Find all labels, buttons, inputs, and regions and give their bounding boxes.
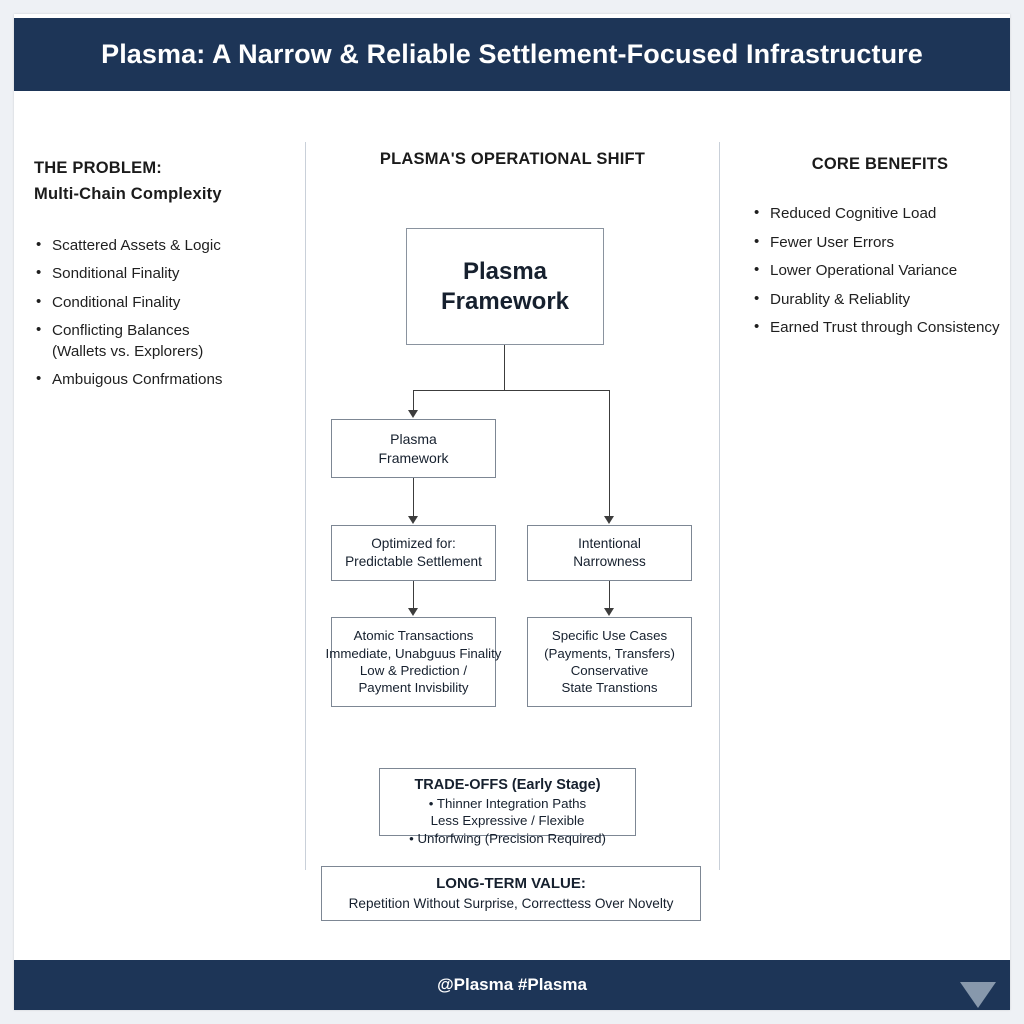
problem-item-label: Sonditional Finality bbox=[52, 265, 180, 283]
longterm-title: LONG-TERM VALUE: bbox=[436, 874, 586, 892]
list-item bbox=[752, 261, 1008, 282]
node-line: Intentional bbox=[578, 536, 641, 552]
benefit-item-label: Earned Trust through Consistency bbox=[770, 319, 1000, 337]
flow-node-optimized-settlement bbox=[331, 525, 496, 581]
list-item bbox=[34, 370, 292, 391]
problem-heading-line1: THE PROBLEM: bbox=[34, 159, 162, 177]
longterm-line: Repetition Without Surprise, Correcttess Over Novelty bbox=[348, 895, 674, 911]
arrowhead-usecases bbox=[604, 608, 614, 616]
flow-heading: PLASMA'S OPERATIONAL SHIFT bbox=[379, 150, 646, 168]
connector-optimized-atomic bbox=[413, 581, 414, 609]
tradeoffs-line: • Unforfwing (Precision Required) bbox=[409, 830, 606, 847]
header-bar bbox=[14, 18, 1010, 91]
connector-narrowness-usecases bbox=[609, 581, 610, 609]
problem-heading-line2: Multi-Chain Complexity bbox=[34, 185, 222, 204]
benefits-list bbox=[752, 204, 1008, 339]
flow-node-plasma-framework-root bbox=[406, 228, 604, 345]
list-item bbox=[34, 264, 292, 285]
node-line: Predictable Settlement bbox=[345, 554, 482, 569]
connector-right-branch bbox=[609, 390, 610, 517]
benefit-item-label: Fewer User Errors bbox=[770, 233, 895, 251]
node-line: Framework bbox=[378, 449, 449, 466]
node-line: Narrowness bbox=[573, 554, 646, 569]
benefit-item-label: Durablity & Reliablity bbox=[770, 290, 911, 308]
problem-list bbox=[34, 236, 292, 391]
flow-node-atomic-transactions bbox=[325, 617, 502, 707]
node-line: (Payments, Transfers) bbox=[544, 645, 675, 661]
flow-node-plasma-framework-sub bbox=[331, 419, 496, 478]
node-line: Immediate, Unabguus Finality bbox=[325, 645, 502, 661]
tradeoffs-line: • Thinner Integration Paths bbox=[429, 795, 586, 812]
node-line: Atomic Transactions bbox=[353, 628, 474, 644]
problem-item-sublabel: (Wallets vs. Explorers) bbox=[52, 342, 204, 360]
list-item bbox=[752, 290, 1008, 311]
list-item bbox=[34, 236, 292, 257]
footer-bar bbox=[14, 960, 1010, 1010]
problem-column bbox=[34, 155, 292, 399]
node-line: State Transtions bbox=[561, 680, 658, 696]
list-item bbox=[752, 233, 1008, 254]
arrowhead-atomic bbox=[408, 608, 418, 616]
node-line: Plasma bbox=[390, 431, 437, 448]
tradeoffs-line: Less Expressive / Flexible bbox=[430, 813, 585, 829]
benefits-column bbox=[752, 155, 1008, 347]
node-line: Payment Invisbility bbox=[358, 680, 469, 696]
benefits-heading: CORE BENEFITS bbox=[811, 155, 949, 173]
benefit-item-label: Reduced Cognitive Load bbox=[770, 205, 937, 222]
flow-node-intentional-narrowness bbox=[527, 525, 692, 581]
connector-sub1-optimized bbox=[413, 478, 414, 517]
node-line: Optimized for: bbox=[371, 536, 456, 552]
column-divider-right bbox=[719, 142, 720, 870]
list-item bbox=[752, 204, 1008, 225]
problem-item-label: Ambuigous Confrmations bbox=[52, 371, 223, 389]
problem-heading bbox=[34, 155, 292, 208]
flow-column bbox=[310, 150, 715, 169]
tradeoffs-title: TRADE-OFFS (Early Stage) bbox=[414, 777, 601, 793]
connector-left-branch bbox=[413, 390, 414, 411]
list-item bbox=[34, 293, 292, 314]
flow-node-tradeoffs bbox=[379, 768, 636, 846]
problem-item-label: Scattered Assets & Logic bbox=[52, 236, 221, 254]
node-line: Specific Use Cases bbox=[551, 628, 668, 644]
list-item bbox=[752, 318, 1008, 339]
node-line: Plasma bbox=[462, 257, 548, 285]
benefit-item-label: Lower Operational Variance bbox=[770, 262, 958, 280]
connector-root-down bbox=[504, 345, 505, 391]
page-title: Plasma: A Narrow & Reliable Settlement-Focused Infrastructure bbox=[101, 39, 923, 69]
node-line: Low & Prediction / bbox=[359, 663, 468, 678]
arrowhead-narrowness bbox=[604, 516, 614, 524]
arrowhead-optimized bbox=[408, 516, 418, 524]
connector-split-horizontal bbox=[413, 390, 609, 391]
node-line: Conservative bbox=[570, 663, 649, 678]
column-divider-left bbox=[305, 142, 306, 870]
problem-item-label: Conditional Finality bbox=[52, 293, 181, 311]
list-item bbox=[34, 321, 292, 362]
arrowhead-sub1 bbox=[408, 410, 418, 418]
problem-item-label: Conflicting Balances bbox=[52, 322, 190, 340]
triangle-logo-icon bbox=[960, 982, 996, 1008]
footer-handle: @Plasma #Plasma bbox=[437, 975, 587, 994]
node-line: Framework bbox=[440, 287, 570, 315]
flow-node-long-term-value bbox=[321, 866, 701, 921]
flow-node-specific-use-cases bbox=[527, 617, 692, 707]
